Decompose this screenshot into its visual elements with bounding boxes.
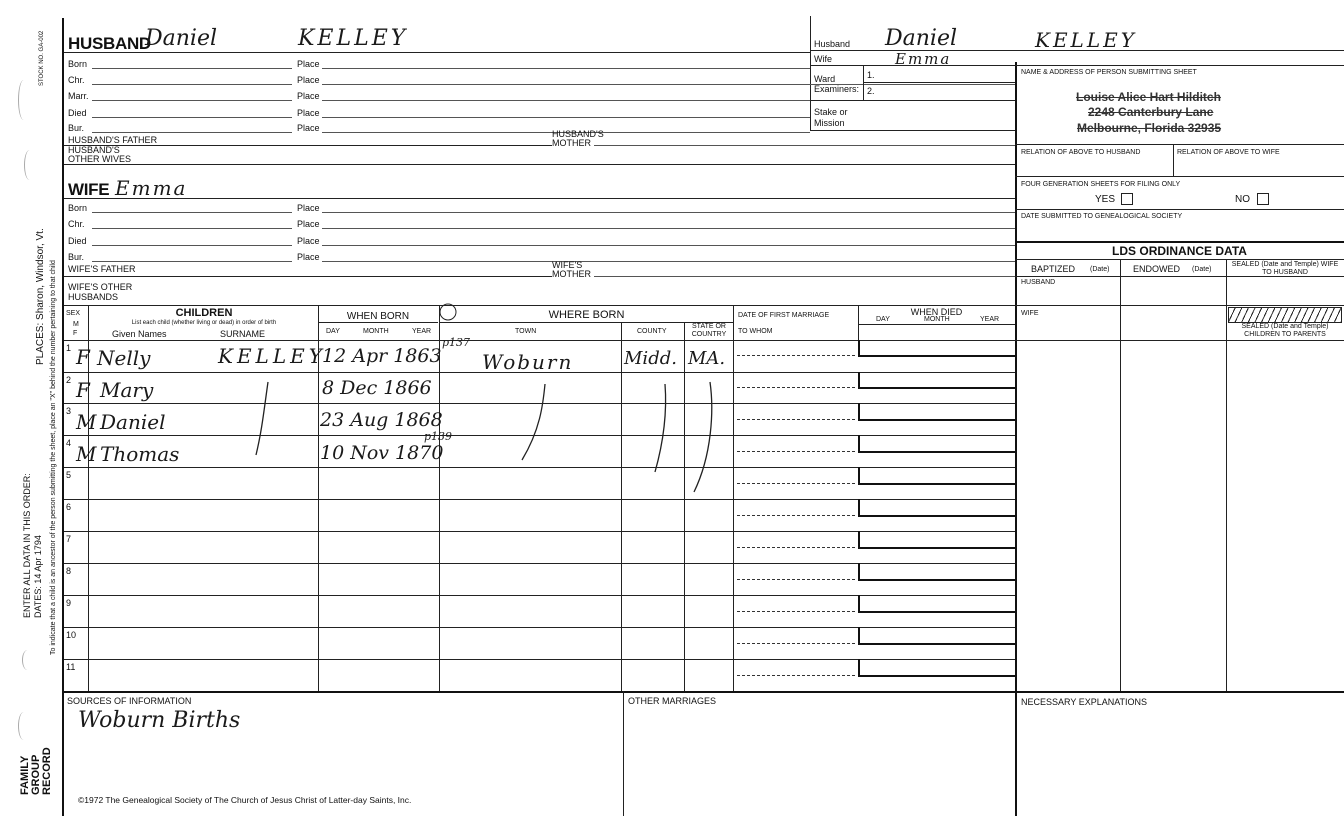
endowed-date-label: (Date) bbox=[1192, 266, 1212, 273]
died-day-label: DAY bbox=[876, 316, 890, 323]
top-husband-surname[interactable]: KELLEY bbox=[1035, 28, 1137, 52]
husband-other-wives-label: HUSBAND'S OTHER WIVES bbox=[68, 145, 132, 164]
date-submitted-label: DATE SUBMITTED TO GENEALOGICAL SOCIETY bbox=[1021, 213, 1183, 220]
child-birth-date: 10 Nov 1870 bbox=[320, 442, 444, 464]
yes-label: YES bbox=[1095, 194, 1116, 205]
wife-given-name[interactable]: Emma bbox=[115, 176, 188, 200]
child-sex: F bbox=[76, 345, 90, 369]
place-label: Place bbox=[297, 219, 320, 229]
state-label: STATE OR COUNTRY bbox=[691, 323, 727, 338]
to-whom-label: TO WHOM bbox=[738, 328, 773, 335]
when-born-label: WHEN BORN bbox=[346, 311, 410, 322]
husband-marr-label: Marr. bbox=[68, 91, 89, 101]
form-title: FAMILY GROUP RECORD bbox=[19, 747, 53, 795]
child-birth-county: Midd. bbox=[624, 348, 677, 369]
row-number: 8 bbox=[66, 566, 72, 576]
row-number: 10 bbox=[66, 630, 77, 640]
wife-born-label: Born bbox=[68, 203, 88, 213]
submitter-name[interactable]: Louise Alice Hart Hilditch bbox=[1076, 90, 1221, 104]
enter-order-note: ENTER ALL DATA IN THIS ORDER: bbox=[22, 473, 32, 618]
sources-label: SOURCES OF INFORMATION bbox=[67, 696, 192, 706]
other-marriages-label: OTHER MARRIAGES bbox=[628, 696, 717, 706]
sex-label: SEX bbox=[66, 310, 81, 317]
child-given-name: Daniel bbox=[100, 410, 166, 434]
place-label: Place bbox=[297, 123, 320, 133]
page-note: p137 bbox=[442, 336, 471, 349]
relation-husband-label: RELATION OF ABOVE TO HUSBAND bbox=[1021, 149, 1141, 156]
place-label: Place bbox=[297, 236, 320, 246]
child-birth-state: MA. bbox=[688, 348, 726, 369]
examiner-2-label: 2. bbox=[867, 86, 875, 96]
no-label: NO bbox=[1235, 194, 1250, 205]
place-label: Place bbox=[297, 59, 320, 69]
four-gen-label: FOUR GENERATION SHEETS FOR FILING ONLY bbox=[1021, 181, 1181, 188]
sealed-children-label: SEALED (Date and Temple) CHILDREN TO PARENTS bbox=[1241, 323, 1329, 338]
dates-example: DATES: 14 Apr 1794 bbox=[33, 535, 43, 618]
child-birth-date: 12 Apr 1863 bbox=[322, 345, 442, 367]
lds-husband-label: HUSBAND bbox=[1021, 279, 1056, 286]
place-label: Place bbox=[297, 75, 320, 85]
wife-bur-label: Bur. bbox=[68, 252, 85, 262]
husband-given-name[interactable]: Daniel bbox=[145, 26, 218, 51]
necessary-explanations-label: NECESSARY EXPLANATIONS bbox=[1021, 697, 1148, 707]
examiners-label: Examiners: bbox=[814, 84, 860, 94]
row-number: 9 bbox=[66, 598, 72, 608]
baptized-label: BAPTIZED bbox=[1031, 264, 1076, 274]
husband-chr-label: Chr. bbox=[68, 75, 85, 85]
place-label: Place bbox=[297, 108, 320, 118]
divider bbox=[623, 691, 624, 816]
died-year-label: YEAR bbox=[980, 316, 1000, 323]
child-given-name: Mary bbox=[100, 378, 154, 402]
submitter-label: NAME & ADDRESS OF PERSON SUBMITTING SHEET bbox=[1021, 69, 1197, 76]
top-husband-given[interactable]: Daniel bbox=[885, 26, 958, 51]
examiner-1-label: 1. bbox=[867, 70, 875, 80]
county-label: COUNTY bbox=[637, 328, 667, 335]
month-label: MONTH bbox=[363, 328, 389, 335]
husband-surname[interactable]: KELLEY bbox=[298, 26, 409, 51]
ward-label: Ward bbox=[814, 74, 836, 84]
child-sex: M bbox=[76, 442, 97, 466]
children-note: List each child (whether living or dead) in order of birth bbox=[131, 320, 277, 326]
child-birth-date: 23 Aug 1868 bbox=[320, 409, 443, 431]
places-note: PLACES: Sharon, Windsor, Vt. bbox=[35, 228, 46, 365]
when-died-label: WHEN DIED bbox=[910, 307, 963, 317]
husband-died-label: Died bbox=[68, 108, 87, 118]
top-wife-given[interactable]: Emma bbox=[895, 50, 952, 68]
sealed-wife-label: SEALED (Date and Temple) WIFE TO HUSBAND bbox=[1231, 261, 1339, 276]
surname-label: SURNAME bbox=[220, 329, 266, 339]
endowed-label: ENDOWED bbox=[1133, 264, 1180, 274]
child-given-name: Thomas bbox=[100, 442, 180, 466]
given-names-label: Given Names bbox=[112, 329, 167, 339]
day-label: DAY bbox=[326, 328, 340, 335]
child-surname: KELLEY bbox=[218, 344, 326, 368]
wife-father-label: WIFE'S FATHER bbox=[68, 264, 136, 274]
page-note: p139 bbox=[424, 430, 453, 443]
husband-born-label: Born bbox=[68, 59, 88, 69]
copyright: ©1972 The Genealogical Society of The Church of Jesus Christ of Latter-day Saints, Inc. bbox=[78, 795, 412, 805]
child-sex: M bbox=[76, 410, 97, 434]
row-number: 3 bbox=[66, 406, 72, 416]
where-born-label: WHERE BORN bbox=[548, 309, 625, 321]
lds-title: LDS ORDINANCE DATA bbox=[1112, 244, 1247, 258]
husband-heading: HUSBAND bbox=[68, 34, 151, 53]
stake-mission-label: Stake or Mission bbox=[814, 107, 848, 128]
ancestor-instruction: To indicate that a child is an ancestor of the person submitting the sheet, place an "X" behind the number pertaining to that child bbox=[50, 260, 57, 655]
row-number: 5 bbox=[66, 470, 72, 480]
stock-number: STOCK NO. GA-002 bbox=[39, 30, 45, 86]
year-label: YEAR bbox=[412, 328, 432, 335]
row-number: 7 bbox=[66, 534, 72, 544]
wife-died-label: Died bbox=[68, 236, 87, 246]
top-wife-label: Wife bbox=[814, 54, 832, 64]
wife-chr-label: Chr. bbox=[68, 219, 85, 229]
submitter-city[interactable]: Melbourne, Florida 32935 bbox=[1077, 121, 1222, 135]
child-sex: F bbox=[76, 378, 90, 402]
town-label: TOWN bbox=[515, 328, 537, 335]
sources-value[interactable]: Woburn Births bbox=[78, 708, 241, 733]
wife-heading: WIFE bbox=[68, 180, 110, 199]
husband-bur-label: Bur. bbox=[68, 123, 85, 133]
submitter-street[interactable]: 2248 Canterbury Lane bbox=[1088, 105, 1214, 119]
row-number: 1 bbox=[66, 343, 72, 353]
baptized-date-label: (Date) bbox=[1090, 266, 1110, 273]
died-month-label: MONTH bbox=[924, 316, 950, 323]
place-label: Place bbox=[297, 203, 320, 213]
place-label: Place bbox=[297, 252, 320, 262]
row-number: 6 bbox=[66, 502, 72, 512]
place-label: Place bbox=[297, 91, 320, 101]
wife-other-husbands-label: WIFE'S OTHER HUSBANDS bbox=[68, 282, 133, 302]
row-number: 11 bbox=[66, 662, 76, 672]
first-marriage-label: DATE OF FIRST MARRIAGE bbox=[738, 312, 830, 319]
children-heading: CHILDREN bbox=[175, 307, 233, 319]
sex-f-label: F bbox=[73, 330, 78, 337]
husband-mother-label: HUSBAND'S MOTHER bbox=[552, 129, 604, 148]
lds-wife-label: WIFE bbox=[1021, 310, 1039, 317]
child-given-name: Nelly bbox=[97, 346, 151, 370]
row-number: 4 bbox=[66, 438, 72, 448]
child-birth-date: 8 Dec 1866 bbox=[322, 377, 432, 399]
child-birth-town: Woburn bbox=[482, 350, 574, 374]
relation-wife-label: RELATION OF ABOVE TO WIFE bbox=[1177, 149, 1280, 156]
top-husband-label: Husband bbox=[814, 39, 851, 49]
husband-father-label: HUSBAND'S FATHER bbox=[68, 135, 158, 145]
wife-mother-label: WIFE'S MOTHER bbox=[552, 260, 591, 279]
sex-m-label: M bbox=[73, 321, 79, 328]
row-number: 2 bbox=[66, 375, 72, 385]
